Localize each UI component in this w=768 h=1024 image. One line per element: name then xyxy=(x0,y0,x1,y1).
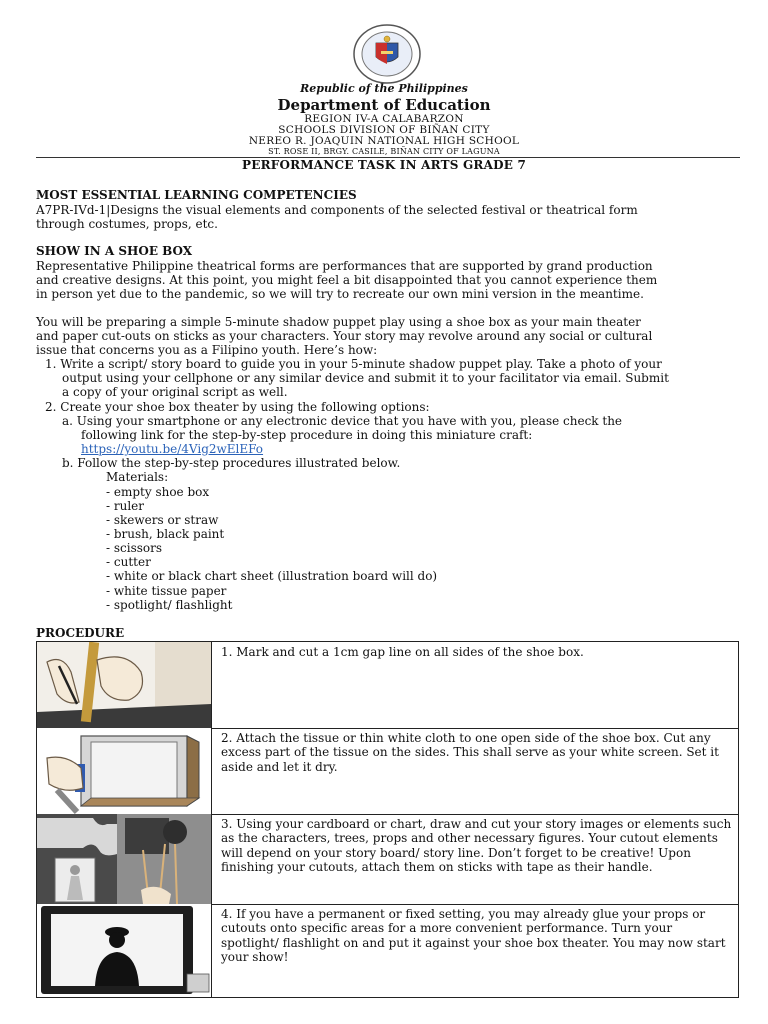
address-line: ST. ROSE II, BRGY. CASILE, BIÑAN CITY OF LAGUNA xyxy=(268,147,500,156)
material-item: - spotlight/ flashlight xyxy=(106,598,233,612)
step-1-illustration xyxy=(37,642,212,728)
task-line-3: issue that concerns you as a Filipino youth. Here’s how: xyxy=(36,343,378,357)
material-item: - white or black chart sheet (illustration board will do) xyxy=(106,569,438,583)
republic-line: Republic of the Philippines xyxy=(300,82,468,95)
step-4-illustration xyxy=(37,904,212,997)
item2-line: 2. Create your shoe box theater by using the following options: xyxy=(45,400,430,414)
intro-line-2: and creative designs. At this point, you might feel a bit disappointed that you cannot experience them xyxy=(36,273,658,287)
step-2-illustration xyxy=(37,728,212,814)
show-heading: SHOW IN A SHOE BOX xyxy=(36,244,193,258)
page-title: PERFORMANCE TASK IN ARTS GRADE 7 xyxy=(242,158,526,172)
material-item: - brush, black paint xyxy=(106,527,225,541)
step-2-text: 2. Attach the tissue or thin white cloth to one open side of the shoe box. Cut any excess part of the tissue on the sides. This shall serve as your white screen. Set it aside and let it dry. xyxy=(221,731,719,774)
item1-line-1: 1. Write a script/ story board to guide you in your 5-minute shadow puppet play. Take a photo of your xyxy=(45,357,662,371)
item2a-line-2: following link for the step-by-step procedure in doing this miniature craft: xyxy=(81,428,533,442)
video-link[interactable]: https://youtu.be/4Vig2wElEFo xyxy=(81,442,264,456)
item2b-line: b. Follow the step-by-step procedures illustrated below. xyxy=(62,456,401,470)
intro-line-1: Representative Philippine theatrical forms are performances that are supported by grand production xyxy=(36,259,653,273)
material-item: - scissors xyxy=(106,541,163,555)
task-line-1: You will be preparing a simple 5-minute shadow puppet play using a shoe box as your main theater xyxy=(36,315,641,329)
procedure-row xyxy=(37,642,738,729)
intro-line-3: in person yet due to the pandemic, so we will try to recreate our own mini version in the meantime. xyxy=(36,287,644,301)
department-line: Department of Education xyxy=(277,96,491,114)
step-3-text: 3. Using your cardboard or chart, draw and cut your story images or elements such as the characters, trees, props and other necessary figures. Your cutout elements will depend on your story board/ story line. Don’t forget to be creative! Upon finishing your cutouts, attach them on sticks with tape as their handle. xyxy=(221,817,732,874)
material-item: - ruler xyxy=(106,499,145,513)
school-line: NEREO R. JOAQUIN NATIONAL HIGH SCHOOL xyxy=(248,135,520,147)
task-line-2: and paper cut-outs on sticks as your characters. Your story may revolve around any social or cultural xyxy=(36,329,653,343)
procedure-table xyxy=(36,641,739,998)
material-item: - white tissue paper xyxy=(106,584,227,598)
step-1-text: 1. Mark and cut a 1cm gap line on all sides of the shoe box. xyxy=(221,645,584,659)
melc-heading: MOST ESSENTIAL LEARNING COMPETENCIES xyxy=(36,188,357,202)
step-3-illustration xyxy=(37,814,212,904)
procedure-row xyxy=(37,904,738,997)
item1-line-3: a copy of your original script as well. xyxy=(62,385,288,399)
item1-line-2: output using your cellphone or any similar device and submit it to your facilitator via email. Submit xyxy=(62,371,669,385)
material-item: - cutter xyxy=(106,555,151,569)
materials-label: Materials: xyxy=(106,470,169,484)
procedure-row xyxy=(37,728,738,815)
region-line: REGION IV-A CALABARZON xyxy=(304,113,464,125)
step-4-text: 4. If you have a permanent or fixed setting, you may already glue your props or cutouts onto specific areas for a more convenient performance. Turn your spotlight/ flashlight on and put it against your shoe box theater. You may now start your show! xyxy=(221,907,726,964)
material-item: - skewers or straw xyxy=(106,513,219,527)
material-item: - empty shoe box xyxy=(106,485,210,499)
procedure-row xyxy=(37,814,738,905)
division-line: SCHOOLS DIVISION OF BIÑAN CITY xyxy=(278,124,490,136)
deped-seal-icon xyxy=(352,23,422,85)
item2a-line-1: a. Using your smartphone or any electronic device that you have with you, please check the xyxy=(62,414,623,428)
procedure-heading: PROCEDURE xyxy=(36,626,125,640)
melc-text-1: A7PR-IVd-1|Designs the visual elements and components of the selected festival or theatrical form xyxy=(36,203,638,217)
melc-text-2: through costumes, props, etc. xyxy=(36,217,218,231)
